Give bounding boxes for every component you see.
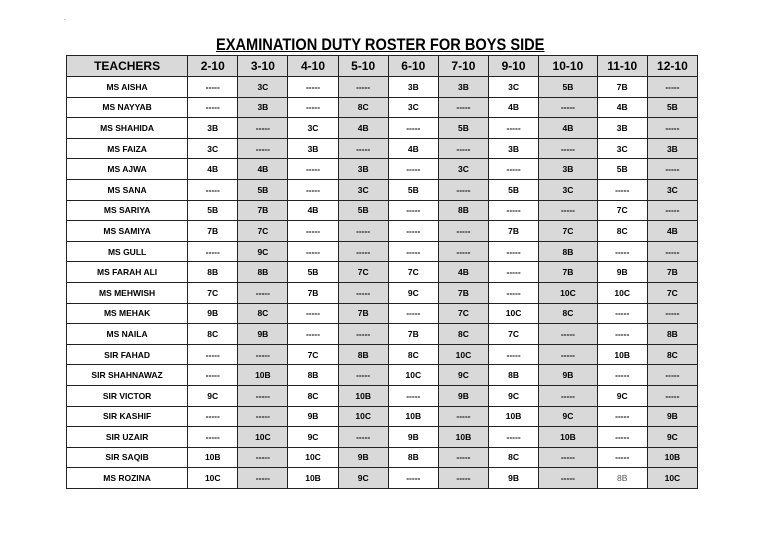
duty-cell: 8C	[489, 447, 539, 468]
duty-cell: -----	[489, 282, 539, 303]
duty-cell: -----	[489, 427, 539, 448]
duty-cell: 4B	[489, 97, 539, 118]
duty-cell: 9B	[188, 303, 238, 324]
duty-cell: -----	[647, 365, 697, 386]
table-row	[67, 406, 698, 427]
duty-cell: 7C	[438, 303, 488, 324]
duty-cell: -----	[489, 241, 539, 262]
table-row	[67, 221, 698, 242]
duty-cell: 8C	[338, 97, 388, 118]
duty-cell: 8B	[597, 468, 647, 489]
duty-cell: 10C	[338, 406, 388, 427]
duty-cell: -----	[597, 179, 647, 200]
duty-cell: -----	[647, 118, 697, 139]
duty-cell: 8B	[438, 200, 488, 221]
duty-cell: 9C	[438, 365, 488, 386]
duty-cell: -----	[188, 241, 238, 262]
duty-cell: 3B	[388, 77, 438, 98]
duty-cell: -----	[597, 324, 647, 345]
duty-cell: -----	[388, 221, 438, 242]
duty-cell: 5B	[188, 200, 238, 221]
duty-cell: 7C	[647, 282, 697, 303]
duty-cell: 5B	[489, 179, 539, 200]
corner-mark: ˋ	[64, 20, 66, 26]
column-header-date: 5-10	[338, 56, 388, 77]
column-header-date: 10-10	[539, 56, 598, 77]
duty-cell: 4B	[647, 221, 697, 242]
duty-cell: 3C	[489, 77, 539, 98]
duty-cell: 7C	[489, 324, 539, 345]
duty-cell: 10B	[438, 427, 488, 448]
duty-cell: -----	[238, 385, 288, 406]
duty-cell: 7C	[597, 200, 647, 221]
duty-cell: 8B	[188, 262, 238, 283]
duty-cell: -----	[438, 406, 488, 427]
duty-cell: -----	[338, 282, 388, 303]
teacher-name-cell: MS GULL	[67, 241, 188, 262]
duty-cell: 7B	[438, 282, 488, 303]
column-header-date: 7-10	[438, 56, 488, 77]
table-row	[67, 427, 698, 448]
duty-cell: 9C	[388, 282, 438, 303]
duty-cell: 9B	[388, 427, 438, 448]
duty-cell: -----	[438, 179, 488, 200]
table-row	[67, 159, 698, 180]
duty-cell: -----	[338, 427, 388, 448]
teacher-name-cell: MS SHAHIDA	[67, 118, 188, 139]
duty-cell: 10B	[388, 406, 438, 427]
duty-cell: -----	[188, 406, 238, 427]
table-row	[67, 241, 698, 262]
duty-cell: 9B	[597, 262, 647, 283]
column-header-date: 3-10	[238, 56, 288, 77]
table-row	[67, 200, 698, 221]
duty-cell: 9B	[238, 324, 288, 345]
teacher-name-cell: SIR VICTOR	[67, 385, 188, 406]
duty-cell: 9B	[489, 468, 539, 489]
duty-cell: -----	[647, 241, 697, 262]
duty-cell: -----	[388, 200, 438, 221]
duty-cell: -----	[338, 138, 388, 159]
duty-cell: -----	[238, 468, 288, 489]
duty-cell: -----	[188, 77, 238, 98]
duty-cell: 10C	[238, 427, 288, 448]
duty-cell: 9C	[539, 406, 598, 427]
duty-cell: -----	[438, 97, 488, 118]
duty-cell: -----	[539, 138, 598, 159]
teacher-name-cell: MS SANA	[67, 179, 188, 200]
duty-cell: -----	[288, 324, 338, 345]
duty-cell: 10C	[647, 468, 697, 489]
duty-cell: -----	[338, 365, 388, 386]
duty-cell: 7C	[288, 344, 338, 365]
duty-cell: 7B	[489, 221, 539, 242]
page-title: EXAMINATION DUTY ROSTER FOR BOYS SIDE	[216, 35, 545, 54]
duty-cell: -----	[539, 468, 598, 489]
duty-cell: 8B	[539, 241, 598, 262]
duty-cell: 3C	[539, 179, 598, 200]
duty-cell: 7C	[539, 221, 598, 242]
teacher-name-cell: MS NAILA	[67, 324, 188, 345]
duty-cell: 8C	[188, 324, 238, 345]
duty-cell: 10C	[388, 365, 438, 386]
duty-cell: 3B	[238, 97, 288, 118]
duty-cell: 10B	[188, 447, 238, 468]
duty-cell: -----	[539, 97, 598, 118]
duty-cell: -----	[288, 241, 338, 262]
duty-cell: 5B	[438, 118, 488, 139]
duty-cell: 4B	[238, 159, 288, 180]
duty-cell: 8C	[238, 303, 288, 324]
teacher-name-cell: SIR FAHAD	[67, 344, 188, 365]
duty-cell: -----	[288, 221, 338, 242]
duty-cell: -----	[388, 385, 438, 406]
duty-cell: 5B	[597, 159, 647, 180]
duty-cell: 7B	[539, 262, 598, 283]
duty-cell: 9B	[647, 406, 697, 427]
duty-cell: -----	[489, 118, 539, 139]
duty-cell: 7C	[338, 262, 388, 283]
duty-cell: 3B	[489, 138, 539, 159]
duty-cell: 8C	[288, 385, 338, 406]
duty-cell: -----	[539, 324, 598, 345]
roster-body	[67, 77, 698, 489]
teacher-name-cell: SIR KASHIF	[67, 406, 188, 427]
duty-cell: 9B	[288, 406, 338, 427]
duty-cell: -----	[388, 468, 438, 489]
duty-cell: 3B	[647, 138, 697, 159]
duty-cell: -----	[539, 344, 598, 365]
duty-cell: -----	[238, 138, 288, 159]
duty-cell: -----	[597, 406, 647, 427]
teacher-name-cell: MS ROZINA	[67, 468, 188, 489]
duty-cell: 4B	[539, 118, 598, 139]
table-row	[67, 138, 698, 159]
teacher-name-cell: SIR UZAIR	[67, 427, 188, 448]
duty-cell: -----	[288, 179, 338, 200]
duty-cell: 7B	[288, 282, 338, 303]
duty-cell: -----	[647, 77, 697, 98]
teacher-name-cell: MS FAIZA	[67, 138, 188, 159]
teacher-name-cell: MS AJWA	[67, 159, 188, 180]
duty-cell: 10B	[539, 427, 598, 448]
duty-cell: 10C	[489, 303, 539, 324]
duty-cell: 5B	[647, 97, 697, 118]
duty-cell: 7B	[238, 200, 288, 221]
duty-cell: 10B	[288, 468, 338, 489]
duty-cell: 9C	[188, 385, 238, 406]
duty-cell: 10B	[238, 365, 288, 386]
duty-cell: -----	[188, 427, 238, 448]
duty-cell: 10C	[597, 282, 647, 303]
duty-cell: 10C	[438, 344, 488, 365]
duty-cell: -----	[388, 159, 438, 180]
column-header-date: 4-10	[288, 56, 338, 77]
duty-cell: 5B	[238, 179, 288, 200]
duty-cell: -----	[338, 221, 388, 242]
duty-cell: -----	[539, 200, 598, 221]
teacher-name-cell: SIR SHAHNAWAZ	[67, 365, 188, 386]
column-header-date: 11-10	[597, 56, 647, 77]
duty-cell: 9B	[438, 385, 488, 406]
duty-cell: 5B	[288, 262, 338, 283]
duty-cell: 9B	[539, 365, 598, 386]
duty-cell: 8C	[647, 344, 697, 365]
duty-cell: -----	[388, 303, 438, 324]
duty-cell: 9B	[338, 447, 388, 468]
duty-cell: 10C	[288, 447, 338, 468]
duty-cell: 8B	[288, 365, 338, 386]
duty-cell: 7B	[188, 221, 238, 242]
duty-cell: 10C	[188, 468, 238, 489]
duty-cell: 4B	[597, 97, 647, 118]
duty-cell: 3C	[388, 97, 438, 118]
duty-cell: -----	[489, 159, 539, 180]
column-header-date: 12-10	[647, 56, 697, 77]
duty-cell: 3C	[438, 159, 488, 180]
duty-cell: 7C	[238, 221, 288, 242]
duty-cell: -----	[438, 241, 488, 262]
duty-cell: 10B	[338, 385, 388, 406]
duty-roster-table	[66, 55, 698, 489]
duty-cell: -----	[597, 447, 647, 468]
duty-cell: -----	[288, 303, 338, 324]
table-row	[67, 365, 698, 386]
duty-cell: -----	[188, 344, 238, 365]
duty-cell: -----	[597, 241, 647, 262]
duty-cell: 10B	[647, 447, 697, 468]
teacher-name-cell: SIR SAQIB	[67, 447, 188, 468]
duty-cell: -----	[388, 118, 438, 139]
duty-cell: 7B	[597, 77, 647, 98]
duty-cell: 4B	[388, 138, 438, 159]
duty-cell: 9C	[338, 468, 388, 489]
duty-cell: 7B	[388, 324, 438, 345]
column-header-date: 2-10	[188, 56, 238, 77]
duty-cell: -----	[238, 447, 288, 468]
duty-cell: -----	[489, 200, 539, 221]
duty-cell: 3B	[188, 118, 238, 139]
teacher-name-cell: MS MEHAK	[67, 303, 188, 324]
duty-cell: 8C	[388, 344, 438, 365]
duty-cell: -----	[288, 97, 338, 118]
duty-cell: -----	[647, 385, 697, 406]
duty-cell: -----	[338, 241, 388, 262]
duty-cell: -----	[188, 365, 238, 386]
table-row	[67, 468, 698, 489]
duty-cell: 3B	[597, 118, 647, 139]
duty-cell: 4B	[338, 118, 388, 139]
table-row	[67, 97, 698, 118]
duty-cell: 4B	[188, 159, 238, 180]
duty-cell: -----	[647, 303, 697, 324]
duty-cell: -----	[647, 200, 697, 221]
duty-cell: -----	[489, 344, 539, 365]
column-header-date: 6-10	[388, 56, 438, 77]
duty-cell: 10B	[489, 406, 539, 427]
duty-cell: -----	[438, 221, 488, 242]
table-row	[67, 262, 698, 283]
duty-cell: 9C	[489, 385, 539, 406]
table-row	[67, 303, 698, 324]
duty-cell: 8B	[338, 344, 388, 365]
teacher-name-cell: MS AISHA	[67, 77, 188, 98]
duty-cell: 5B	[388, 179, 438, 200]
duty-cell: -----	[489, 262, 539, 283]
duty-cell: 3C	[288, 118, 338, 139]
teacher-name-cell: MS SAMIYA	[67, 221, 188, 242]
header-row	[67, 56, 698, 77]
duty-cell: 3B	[438, 77, 488, 98]
duty-cell: -----	[597, 427, 647, 448]
table-row	[67, 118, 698, 139]
teacher-name-cell: MS FARAH ALI	[67, 262, 188, 283]
duty-cell: -----	[539, 447, 598, 468]
teacher-name-cell: MS MEHWISH	[67, 282, 188, 303]
duty-cell: -----	[338, 77, 388, 98]
column-header-teachers: TEACHERS	[67, 56, 188, 77]
duty-cell: -----	[338, 324, 388, 345]
duty-cell: -----	[238, 406, 288, 427]
duty-cell: -----	[288, 77, 338, 98]
duty-cell: 3C	[338, 179, 388, 200]
duty-cell: 10B	[597, 344, 647, 365]
duty-cell: -----	[438, 447, 488, 468]
duty-cell: 9C	[647, 427, 697, 448]
duty-cell: 7B	[338, 303, 388, 324]
duty-cell: 5B	[539, 77, 598, 98]
duty-cell: 7C	[388, 262, 438, 283]
duty-cell: -----	[597, 365, 647, 386]
table-row	[67, 282, 698, 303]
duty-cell: 8C	[438, 324, 488, 345]
duty-cell: 3C	[188, 138, 238, 159]
table-row	[67, 385, 698, 406]
table-row	[67, 77, 698, 98]
duty-cell: 9C	[597, 385, 647, 406]
duty-cell: 3B	[539, 159, 598, 180]
duty-cell: 8B	[238, 262, 288, 283]
duty-cell: -----	[238, 118, 288, 139]
duty-cell: -----	[238, 282, 288, 303]
table-row	[67, 344, 698, 365]
duty-cell: 8B	[647, 324, 697, 345]
duty-cell: -----	[188, 179, 238, 200]
teacher-name-cell: MS NAYYAB	[67, 97, 188, 118]
duty-cell: -----	[539, 385, 598, 406]
duty-cell: -----	[438, 138, 488, 159]
duty-cell: 3B	[338, 159, 388, 180]
duty-cell: 3B	[288, 138, 338, 159]
table-row	[67, 324, 698, 345]
duty-cell: 9C	[238, 241, 288, 262]
duty-cell: -----	[438, 468, 488, 489]
duty-cell: 7C	[188, 282, 238, 303]
duty-cell: -----	[597, 303, 647, 324]
column-header-date: 9-10	[489, 56, 539, 77]
duty-cell: -----	[188, 97, 238, 118]
duty-cell: 7B	[647, 262, 697, 283]
table-row	[67, 179, 698, 200]
duty-cell: 8C	[597, 221, 647, 242]
duty-cell: 4B	[288, 200, 338, 221]
duty-cell: 8B	[489, 365, 539, 386]
duty-cell: -----	[647, 159, 697, 180]
duty-cell: -----	[388, 241, 438, 262]
duty-cell: 3C	[597, 138, 647, 159]
duty-cell: 3C	[238, 77, 288, 98]
duty-cell: -----	[288, 159, 338, 180]
duty-cell: 4B	[438, 262, 488, 283]
duty-cell: 8B	[388, 447, 438, 468]
teacher-name-cell: MS SARIYA	[67, 200, 188, 221]
duty-cell: 9C	[288, 427, 338, 448]
duty-cell: 8C	[539, 303, 598, 324]
table-row	[67, 447, 698, 468]
duty-cell: -----	[238, 344, 288, 365]
duty-cell: 3C	[647, 179, 697, 200]
duty-cell: 5B	[338, 200, 388, 221]
duty-cell: 10C	[539, 282, 598, 303]
